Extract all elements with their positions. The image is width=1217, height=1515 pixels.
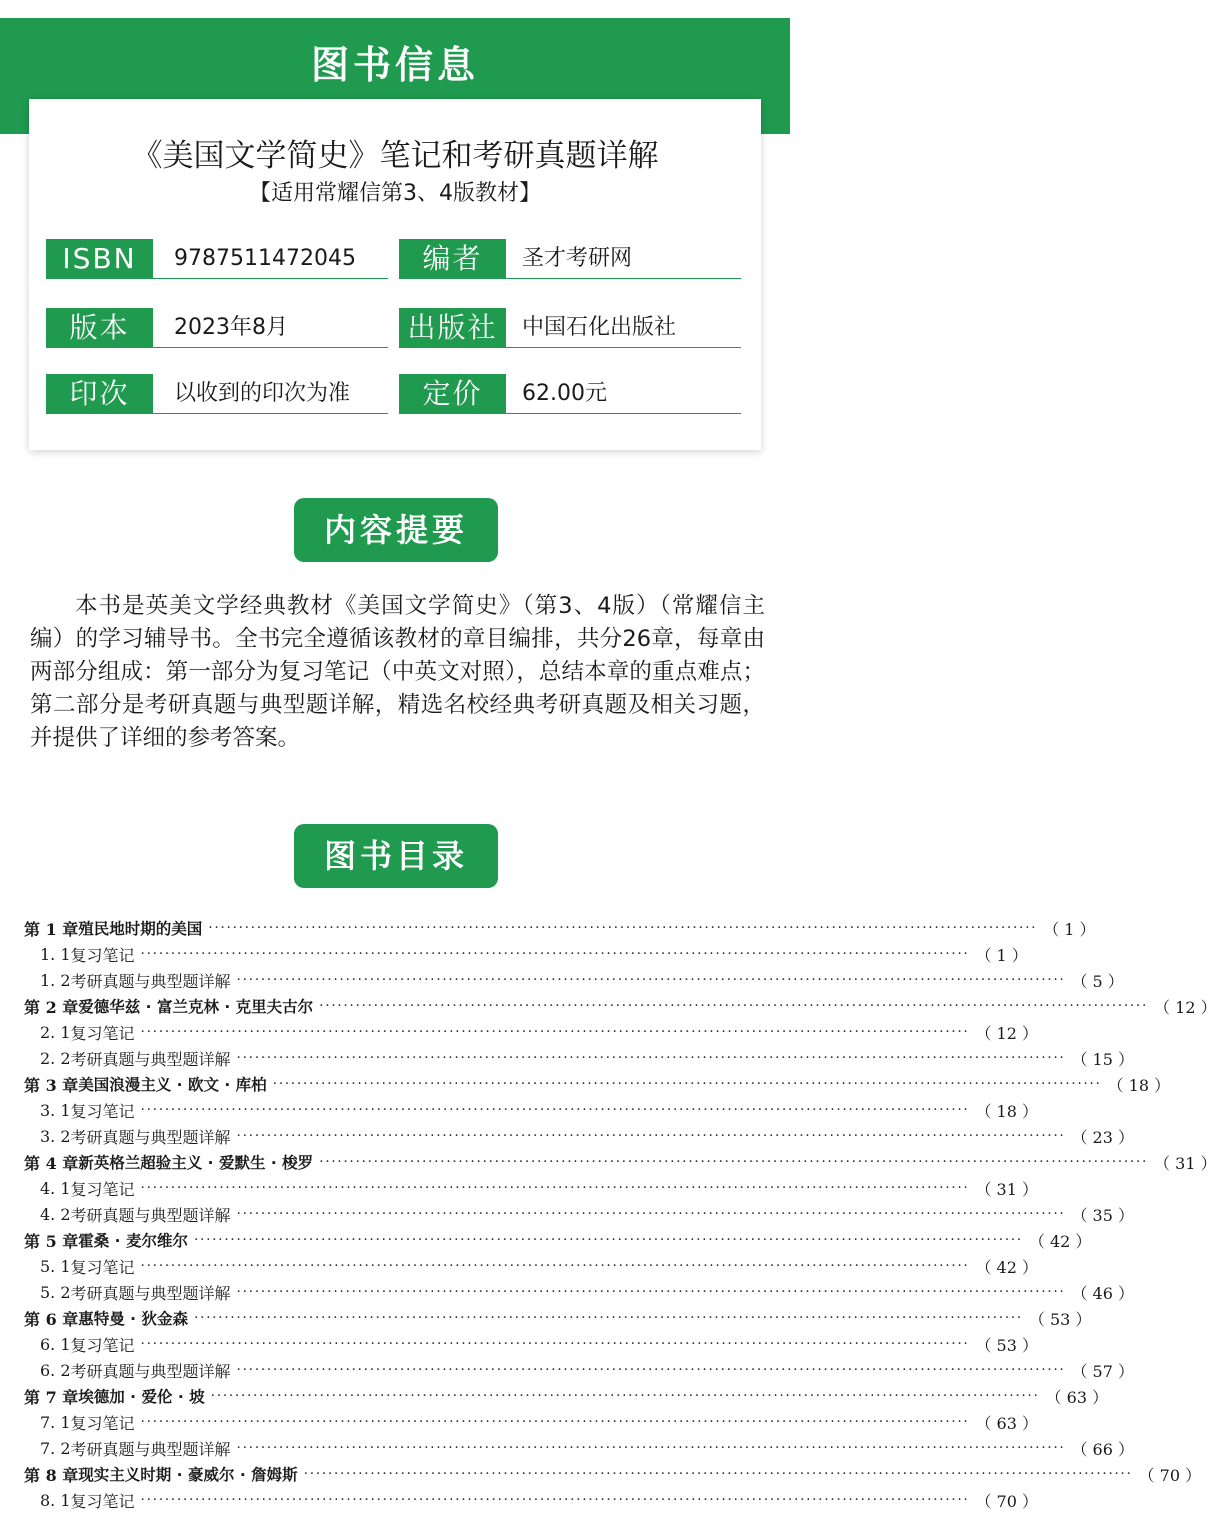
toc-leader: ········································································································································· xyxy=(236,1440,1066,1456)
toc-number: 2. 2 xyxy=(40,1048,71,1068)
toc-title: 埃德加 · 爱伦 · 坡 xyxy=(78,1388,205,1406)
toc-number: 第 6 章 xyxy=(24,1309,79,1329)
toc-leader: ········································································································································· xyxy=(140,1024,970,1040)
toc-number: 4. 2 xyxy=(40,1204,71,1224)
toc-page: （ 70 ） xyxy=(1138,1465,1202,1485)
editor-label: 编者 xyxy=(399,239,506,279)
toc-page: （ 63 ） xyxy=(1045,1387,1109,1407)
publisher-label: 出版社 xyxy=(399,308,506,348)
toc-number: 5. 1 xyxy=(40,1256,71,1276)
publisher-value: 中国石化出版社 xyxy=(522,315,677,340)
toc-leader: ········································································································································· xyxy=(140,1414,970,1430)
toc-page: （ 63 ） xyxy=(975,1413,1038,1433)
toc-page: （ 46 ） xyxy=(1071,1283,1134,1303)
toc-title: 复习笔记 xyxy=(70,1413,135,1433)
toc-title: 考研真题与典型题详解 xyxy=(70,1205,231,1225)
edition-field xyxy=(46,308,388,348)
toc-leader: ········································································································································· xyxy=(319,1154,1149,1170)
toc-number: 第 5 章 xyxy=(24,1231,79,1251)
isbn-field xyxy=(46,239,388,279)
toc-chapter-row xyxy=(24,1305,1092,1331)
toc-chapter-row xyxy=(24,915,1096,941)
toc-title: 考研真题与典型题详解 xyxy=(70,1439,231,1459)
toc-leader: ········································································································································· xyxy=(236,1128,1066,1144)
toc-section-row xyxy=(24,1123,1134,1149)
toc-title: 复习笔记 xyxy=(70,945,135,965)
toc-section-row xyxy=(24,941,1028,967)
toc-title: 复习笔记 xyxy=(70,1335,135,1355)
toc-title: 殖民地时期的美国 xyxy=(78,920,203,938)
toc-title: 美国浪漫主义 · 欧文 · 库柏 xyxy=(78,1076,267,1094)
price-label: 定价 xyxy=(399,374,506,414)
toc-section-row xyxy=(24,967,1124,993)
toc-leader: ········································································································································· xyxy=(236,1050,1066,1066)
price-value: 62.00元 xyxy=(522,381,607,406)
toc-section-row xyxy=(24,1279,1134,1305)
toc-leader: ········································································································································· xyxy=(140,946,970,962)
printing-label: 印次 xyxy=(46,374,153,414)
toc-page: （ 53 ） xyxy=(1028,1309,1092,1329)
toc-number: 第 8 章 xyxy=(24,1465,79,1485)
edition-label: 版本 xyxy=(46,308,153,348)
toc-title: 复习笔记 xyxy=(70,1179,135,1199)
toc-title: 现实主义时期 · 豪威尔 · 詹姆斯 xyxy=(78,1466,298,1484)
toc-number: 6. 2 xyxy=(40,1360,71,1380)
toc-leader: ········································································································································· xyxy=(236,1362,1066,1378)
toc-title: 考研真题与典型题详解 xyxy=(70,1049,231,1069)
toc-title: 复习笔记 xyxy=(70,1023,135,1043)
toc-chapter-row xyxy=(24,993,1217,1019)
toc-leader: ········································································································································· xyxy=(236,1284,1066,1300)
toc-page: （ 31 ） xyxy=(1154,1153,1217,1173)
toc-number: 1. 2 xyxy=(40,970,71,990)
toc-title: 爱德华兹 · 富兰克林 · 克里夫古尔 xyxy=(78,998,314,1016)
toc-heading: 图书目录 xyxy=(294,824,498,888)
toc-leader: ········································································································································· xyxy=(303,1466,1133,1482)
edition-value: 2023年8月 xyxy=(174,315,288,340)
toc-section-row xyxy=(24,1097,1038,1123)
toc-number: 第 4 章 xyxy=(24,1153,79,1173)
book-title: 《美国文学简史》笔记和考研真题详解 xyxy=(131,138,659,174)
toc-page: （ 18 ） xyxy=(1107,1075,1171,1095)
toc-number: 3. 1 xyxy=(40,1100,71,1120)
toc-chapter-row xyxy=(24,1071,1171,1097)
toc-chapter-row xyxy=(24,1149,1217,1175)
toc-title: 惠特曼 · 狄金森 xyxy=(78,1310,188,1328)
toc-leader: ········································································································································· xyxy=(210,1388,1040,1404)
toc-title: 霍桑 · 麦尔维尔 xyxy=(78,1232,188,1250)
toc-leader: ········································································································································· xyxy=(140,1102,970,1118)
toc-number: 6. 1 xyxy=(40,1334,71,1354)
toc-section-row xyxy=(24,1019,1038,1045)
toc-section-row xyxy=(24,1045,1134,1071)
toc-title: 新英格兰超验主义 · 爱默生 · 梭罗 xyxy=(78,1154,314,1172)
toc-section-row xyxy=(24,1175,1038,1201)
toc-page: （ 12 ） xyxy=(975,1023,1038,1043)
toc-section-row xyxy=(24,1487,1038,1513)
toc-page: （ 12 ） xyxy=(1154,997,1217,1017)
toc-leader: ········································································································································· xyxy=(140,1180,970,1196)
toc-leader: ········································································································································· xyxy=(208,920,1038,936)
book-subtitle: 【适用常耀信第3、4版教材】 xyxy=(249,181,541,206)
toc-page: （ 18 ） xyxy=(975,1101,1038,1121)
summary-text: 本书是英美文学经典教材《美国文学简史》（第3、4版）（常耀信主编）的学习辅导书。全书完全遵循该教材的章目编排，共分26章，每章由两部分组成：第一部分为复习笔记（中英文对照），总结本章的重点难点；第二部分是考研真题与典型题详解，精选名校经典考研真题及相关习题，并提供了详细的参考答案。 xyxy=(30,593,765,751)
toc-page: （ 57 ） xyxy=(1071,1361,1134,1381)
toc-page: （ 5 ） xyxy=(1071,971,1124,991)
toc-page: （ 66 ） xyxy=(1071,1439,1134,1459)
toc-number: 4. 1 xyxy=(40,1178,71,1198)
toc-chapter-row xyxy=(24,1227,1092,1253)
toc-page: （ 1 ） xyxy=(975,945,1028,965)
page-title: 图书信息 xyxy=(310,43,479,87)
toc-leader: ········································································································································· xyxy=(140,1336,970,1352)
toc-page: （ 31 ） xyxy=(975,1179,1038,1199)
table-of-contents xyxy=(24,915,1217,1513)
toc-number: 3. 2 xyxy=(40,1126,71,1146)
toc-number: 第 7 章 xyxy=(24,1387,79,1407)
toc-number: 2. 1 xyxy=(40,1022,71,1042)
editor-value: 圣才考研网 xyxy=(522,246,633,271)
toc-page: （ 35 ） xyxy=(1071,1205,1134,1225)
price-field xyxy=(399,374,741,414)
publisher-field xyxy=(399,308,741,348)
isbn-value: 9787511472045 xyxy=(174,246,356,271)
toc-number: 8. 1 xyxy=(40,1490,71,1510)
editor-field xyxy=(399,239,741,279)
isbn-label: ISBN xyxy=(46,239,153,279)
toc-leader: ········································································································································· xyxy=(272,1076,1102,1092)
printing-field xyxy=(46,374,388,414)
toc-page: （ 23 ） xyxy=(1071,1127,1134,1147)
toc-number: 7. 1 xyxy=(40,1412,71,1432)
toc-page: （ 42 ） xyxy=(1028,1231,1092,1251)
toc-leader: ········································································································································· xyxy=(140,1492,970,1508)
toc-title: 考研真题与典型题详解 xyxy=(70,1361,231,1381)
toc-section-row xyxy=(24,1331,1038,1357)
toc-number: 1. 1 xyxy=(40,944,71,964)
toc-title: 复习笔记 xyxy=(70,1491,135,1511)
toc-leader: ········································································································································· xyxy=(319,998,1149,1014)
toc-number: 7. 2 xyxy=(40,1438,71,1458)
toc-title: 考研真题与典型题详解 xyxy=(70,971,231,991)
toc-leader: ········································································································································· xyxy=(236,972,1066,988)
toc-chapter-row xyxy=(24,1461,1202,1487)
toc-page: （ 1 ） xyxy=(1043,919,1096,939)
toc-section-row xyxy=(24,1357,1134,1383)
toc-page: （ 42 ） xyxy=(975,1257,1038,1277)
toc-title: 复习笔记 xyxy=(70,1257,135,1277)
toc-title: 考研真题与典型题详解 xyxy=(70,1127,231,1147)
toc-number: 第 1 章 xyxy=(24,919,79,939)
toc-section-row xyxy=(24,1253,1038,1279)
toc-number: 5. 2 xyxy=(40,1282,71,1302)
toc-page: （ 70 ） xyxy=(975,1491,1038,1511)
toc-page: （ 53 ） xyxy=(975,1335,1038,1355)
toc-section-row xyxy=(24,1409,1038,1435)
toc-title: 复习笔记 xyxy=(70,1101,135,1121)
toc-title: 考研真题与典型题详解 xyxy=(70,1283,231,1303)
toc-leader: ········································································································································· xyxy=(193,1310,1023,1326)
toc-page: （ 15 ） xyxy=(1071,1049,1134,1069)
toc-leader: ········································································································································· xyxy=(236,1206,1066,1222)
toc-section-row xyxy=(24,1201,1134,1227)
toc-chapter-row xyxy=(24,1383,1109,1409)
printing-value: 以收到的印次为准 xyxy=(174,381,351,406)
summary-heading: 内容提要 xyxy=(294,498,498,562)
toc-leader: ········································································································································· xyxy=(193,1232,1023,1248)
toc-number: 第 3 章 xyxy=(24,1075,79,1095)
toc-leader: ········································································································································· xyxy=(140,1258,970,1274)
toc-section-row xyxy=(24,1435,1134,1461)
toc-number: 第 2 章 xyxy=(24,997,79,1017)
